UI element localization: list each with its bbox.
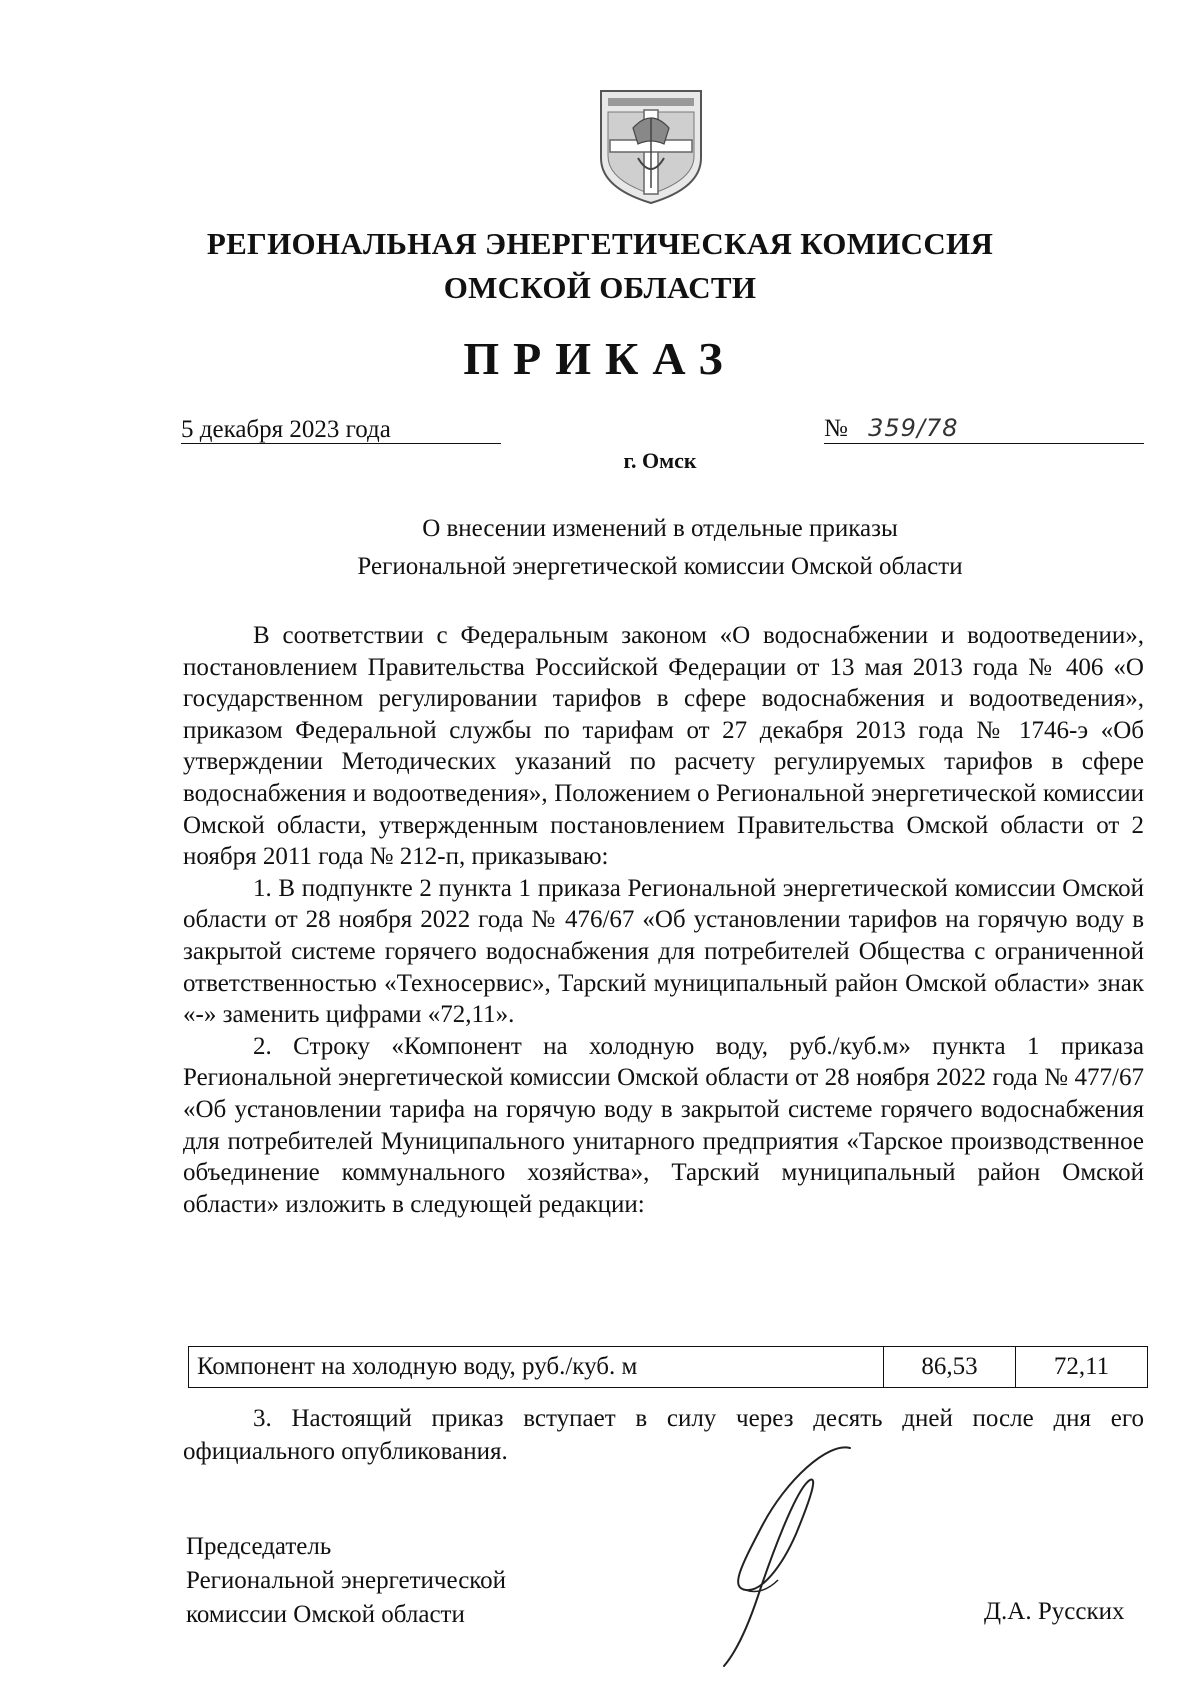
item-1-paragraph: 1. В подпункте 2 пункта 1 приказа Региональной энергетической комиссии Омской области от 28 ноября 2022 года № 476/67 «Об установлении тарифов на горячую воду в закрытой системе горячего водоснабжения для потребителей Общества с ограниченной ответственностью «Техносервис», Тарский муниципальный район Омской области» знак «-» заменить цифрами «72,11». [183, 874, 1144, 1029]
position-line1: Председатель [186, 1533, 332, 1560]
table-row [189, 1347, 1148, 1388]
position-line3: комиссии Омской области [186, 1601, 465, 1628]
organization-name-line2: ОМСКОЙ ОБЛАСТИ [443, 270, 757, 305]
document-body [183, 620, 1144, 1220]
document-body-end [183, 1402, 1144, 1468]
document-type-title: ПРИКАЗ [463, 333, 737, 384]
document-number: 359/78 [868, 414, 959, 442]
preamble-paragraph: В соответствии с Федеральным законом «О водоснабжении и водоотведении», постановлением Правительства Российской Федерации от 13 мая 2013 года № 406 «О государственном регулировании тарифов в сфере водоснабжения и водоотведения», приказом Федеральной службы по тарифам от 27 декабря 2013 года № 1746-э «Об утверждении Методических указаний по расчету регулируемых тарифов в сфере водоснабжения и водоотведения», Положением о Региональной энергетической комиссии Омской области, утвержденным постановлением Правительства Омской области от 2 ноября 2011 года № 212-п, приказываю: [183, 622, 1144, 871]
subject-line2: Региональной энергетической комиссии Омской области [357, 553, 963, 580]
document-number-label: № [824, 415, 848, 442]
tariff-value2-cell: 72,11 [1016, 1347, 1148, 1388]
tariff-label-cell: Компонент на холодную воду, руб./куб. м [189, 1347, 884, 1388]
subject-line1: О внесении изменений в отдельные приказы [422, 515, 898, 542]
item-3-paragraph: 3. Настоящий приказ вступает в силу через десять дней после дня его официального опубликования. [183, 1405, 1144, 1465]
organization-name-line1: РЕГИОНАЛЬНАЯ ЭНЕРГЕТИЧЕСКАЯ КОМИССИЯ [206, 226, 994, 261]
tariff-table [188, 1346, 1148, 1388]
document-date: 5 декабря 2023 года [181, 416, 501, 444]
coat-of-arms-icon [598, 88, 704, 206]
signatory-position [186, 1530, 506, 1632]
document-city: г. Омск [623, 448, 697, 473]
signatory-name: Д.А. Русских [984, 1598, 1125, 1625]
document-number-field [824, 414, 1144, 444]
document-subject [0, 510, 1200, 586]
position-line2: Региональной энергетической [186, 1567, 507, 1594]
tariff-value1-cell: 86,53 [884, 1347, 1016, 1388]
item-2-paragraph: 2. Строку «Компонент на холодную воду, руб./куб.м» пункта 1 приказа Региональной энергетической комиссии Омской области от 28 ноября 2022 года № 477/67 «Об установлении тарифа на горячую воду в закрытой системе горячего водоснабжения для потребителей Муниципального унитарного предприятия «Тарское производственное объединение коммунального хозяйства», Тарский муниципальный район Омской области» изложить в следующей редакции: [183, 1032, 1144, 1218]
handwritten-signature [700, 1440, 860, 1670]
